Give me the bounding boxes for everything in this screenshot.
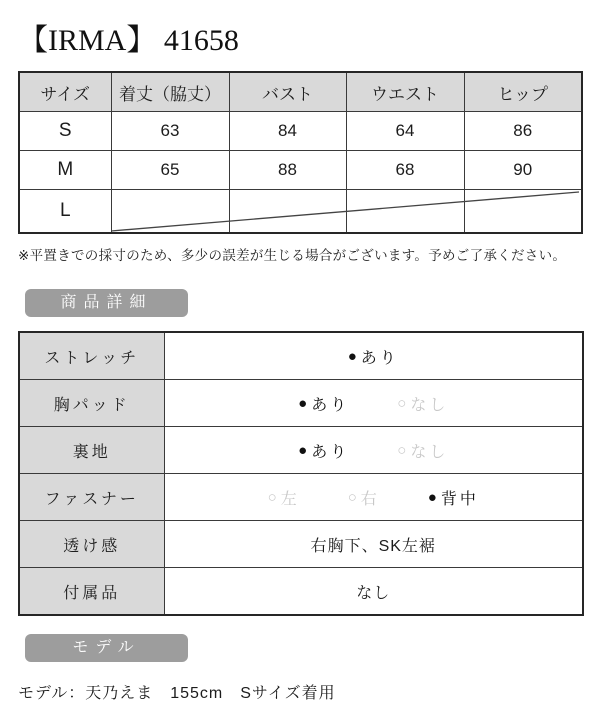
size-table — [18, 71, 583, 234]
filled-circle-icon: ● — [347, 347, 357, 365]
detail-row-accessories — [19, 568, 583, 616]
detail-row-fastener — [19, 474, 583, 521]
hip-cell: 86 — [464, 112, 582, 151]
waist-col-header: ウエスト — [346, 72, 464, 112]
bust-cell: 84 — [229, 112, 346, 151]
detail-label: 付属品 — [19, 568, 164, 616]
option-nashi-unselected: ○ なし — [397, 441, 449, 461]
option-ari-selected: ● あり — [298, 441, 350, 461]
length-cell: 65 — [111, 151, 229, 190]
length-cell: 63 — [111, 112, 229, 151]
detail-label: ストレッチ — [19, 332, 164, 380]
bust-cell: 88 — [229, 151, 346, 190]
detail-row-chest-pad — [19, 380, 583, 427]
detail-row-stretch — [19, 332, 583, 380]
size-cell: L — [19, 190, 111, 234]
hip-cell: 90 — [464, 151, 582, 190]
detail-label: 裏地 — [19, 427, 164, 474]
detail-label: 胸パッド — [19, 380, 164, 427]
bust-col-header: バスト — [229, 72, 346, 112]
option-ari-selected: ● あり — [298, 394, 350, 414]
detail-value: 右胸下、SK左裾 — [164, 521, 583, 568]
size-cell: M — [19, 151, 111, 190]
filled-circle-icon: ● — [298, 394, 308, 412]
detail-label: 透け感 — [19, 521, 164, 568]
measurement-disclaimer: ※平置きでの採寸のため、多少の誤差が生じる場合がございます。予めご了承ください。 — [18, 248, 567, 263]
size-col-header: サイズ — [19, 72, 111, 112]
waist-cell — [346, 190, 464, 234]
detail-label: ファスナー — [19, 474, 164, 521]
page-title: 【IRMA】 41658 — [18, 24, 239, 57]
waist-cell: 64 — [346, 112, 464, 151]
empty-circle-icon: ○ — [347, 488, 357, 506]
hip-col-header: ヒップ — [464, 72, 582, 112]
length-cell — [111, 190, 229, 234]
option-ari-selected: ● あり — [347, 347, 399, 367]
filled-circle-icon: ● — [298, 441, 308, 459]
filled-circle-icon: ● — [427, 488, 437, 506]
product-details-table — [18, 331, 584, 616]
size-row-m — [19, 151, 582, 190]
hip-cell — [464, 190, 582, 234]
model-section-header: モデル — [25, 634, 188, 662]
empty-circle-icon: ○ — [397, 441, 407, 459]
size-cell: S — [19, 112, 111, 151]
option-left-unselected: ○ 左 — [267, 488, 300, 508]
option-right-unselected: ○ 右 — [347, 488, 380, 508]
option-back-selected: ● 背中 — [427, 488, 479, 508]
model-info-text: モデル：天乃えま 155cm Sサイズ着用 — [18, 685, 336, 702]
detail-row-sheerness — [19, 521, 583, 568]
empty-circle-icon: ○ — [267, 488, 277, 506]
size-row-l — [19, 190, 582, 234]
detail-row-lining — [19, 427, 583, 474]
size-row-s — [19, 112, 582, 151]
bust-cell — [229, 190, 346, 234]
length-col-header: 着丈（脇丈） — [111, 72, 229, 112]
product-details-section-header: 商品詳細 — [25, 289, 188, 317]
waist-cell: 68 — [346, 151, 464, 190]
size-table-header-row — [19, 72, 582, 112]
option-nashi-unselected: ○ なし — [397, 394, 449, 414]
detail-value: なし — [164, 568, 583, 616]
size-table-wrap — [18, 71, 581, 234]
empty-circle-icon: ○ — [397, 394, 407, 412]
